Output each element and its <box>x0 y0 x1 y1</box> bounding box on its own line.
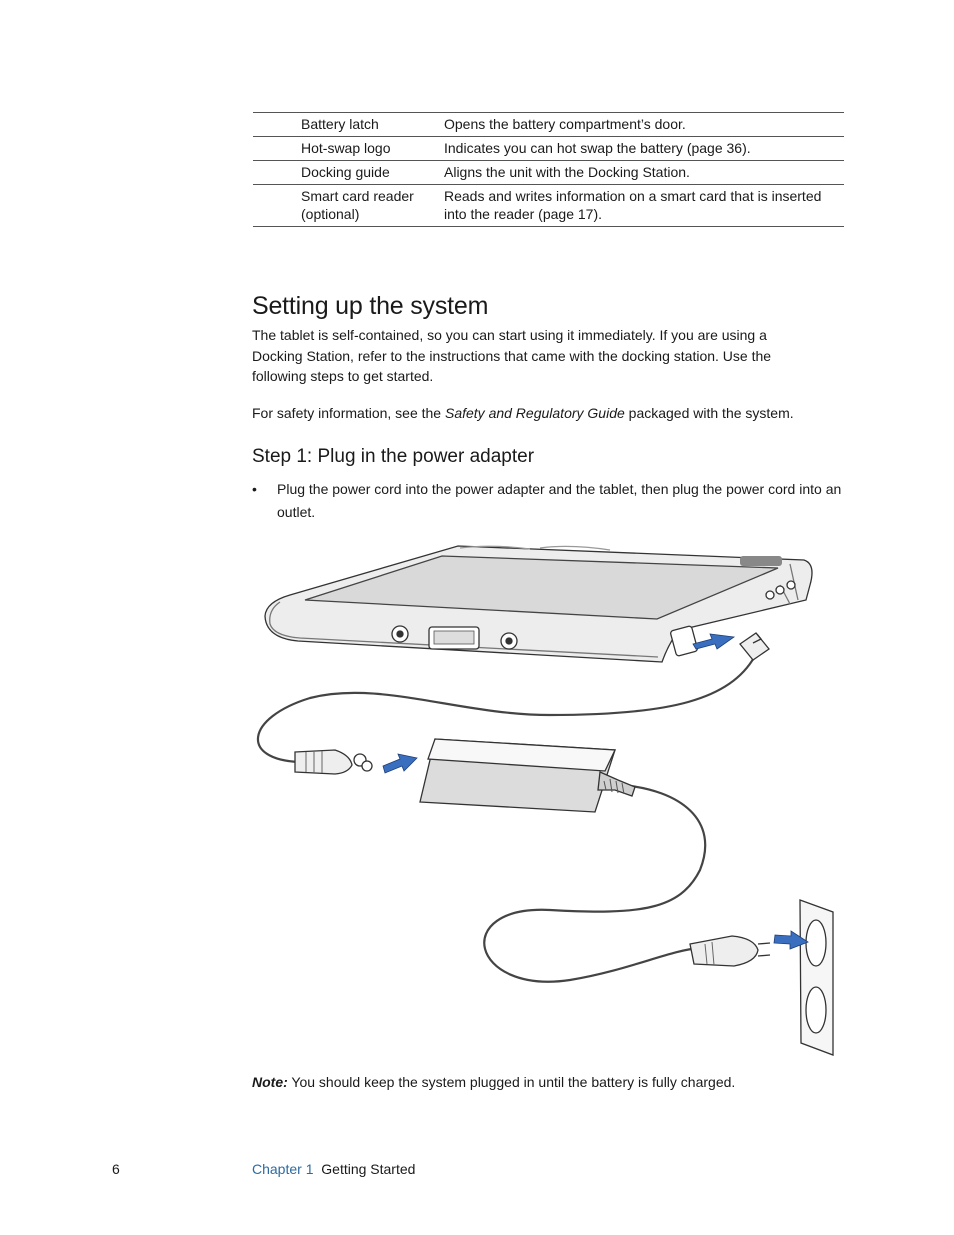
arrow-icon <box>383 754 417 773</box>
instruction-text: Plug the power cord into the power adapter and the tablet, then plug the power cord into an outlet. <box>277 481 842 520</box>
feature-description: Indicates you can hot swap the battery (page 36). <box>444 140 751 156</box>
bullet: • <box>252 481 257 497</box>
safety-paragraph <box>252 403 832 423</box>
dc-plug-icon <box>740 633 769 660</box>
note-label: Note: <box>252 1074 288 1090</box>
power-cord <box>258 656 755 982</box>
arrow-icon <box>693 634 734 649</box>
tablet-illustration <box>265 546 812 662</box>
table-row <box>253 185 844 227</box>
chapter-title: Getting Started <box>321 1161 416 1177</box>
safety-guide-title: Safety and Regulatory Guide <box>444 405 625 421</box>
feature-table <box>253 112 844 227</box>
feature-description: Opens the battery compartment’s door. <box>444 116 686 132</box>
power-setup-illustration <box>250 540 850 1065</box>
note <box>252 1072 844 1092</box>
wall-outlet-icon <box>800 900 833 1055</box>
intro-paragraph: The tablet is self-contained, so you can start using it immediately. If you are using a Docking Station, refer to the instructions that came with the docking station. Use the following steps to get started. <box>252 327 772 384</box>
table-row <box>253 161 844 185</box>
ac-connector-icon <box>295 750 372 774</box>
note-text: You should keep the system plugged in until the battery is fully charged. <box>287 1074 736 1090</box>
wall-plug-icon <box>690 936 770 966</box>
running-footer <box>252 1161 415 1177</box>
feature-description: Reads and writes information on a smart card that is inserted into the reader (page 17). <box>444 188 822 222</box>
step-heading: Step 1: Plug in the power adapter <box>252 446 535 467</box>
power-adapter-icon <box>420 739 635 812</box>
chapter-label: Chapter 1 <box>252 1161 314 1177</box>
feature-name: Hot-swap logo <box>301 140 391 156</box>
feature-description: Aligns the unit with the Docking Station. <box>444 164 690 180</box>
page-title: Setting up the system <box>252 292 489 320</box>
list-item <box>252 478 844 524</box>
safety-suffix: packaged with the system. <box>624 405 794 421</box>
feature-name: Battery latch <box>301 116 379 132</box>
safety-prefix: For safety information, see the <box>252 405 445 421</box>
table-row <box>253 113 844 137</box>
step-instructions <box>252 478 844 524</box>
page-number: 6 <box>112 1161 120 1177</box>
feature-name: Smart card reader (optional) <box>301 188 414 222</box>
feature-name: Docking guide <box>301 164 390 180</box>
table-row <box>253 137 844 161</box>
